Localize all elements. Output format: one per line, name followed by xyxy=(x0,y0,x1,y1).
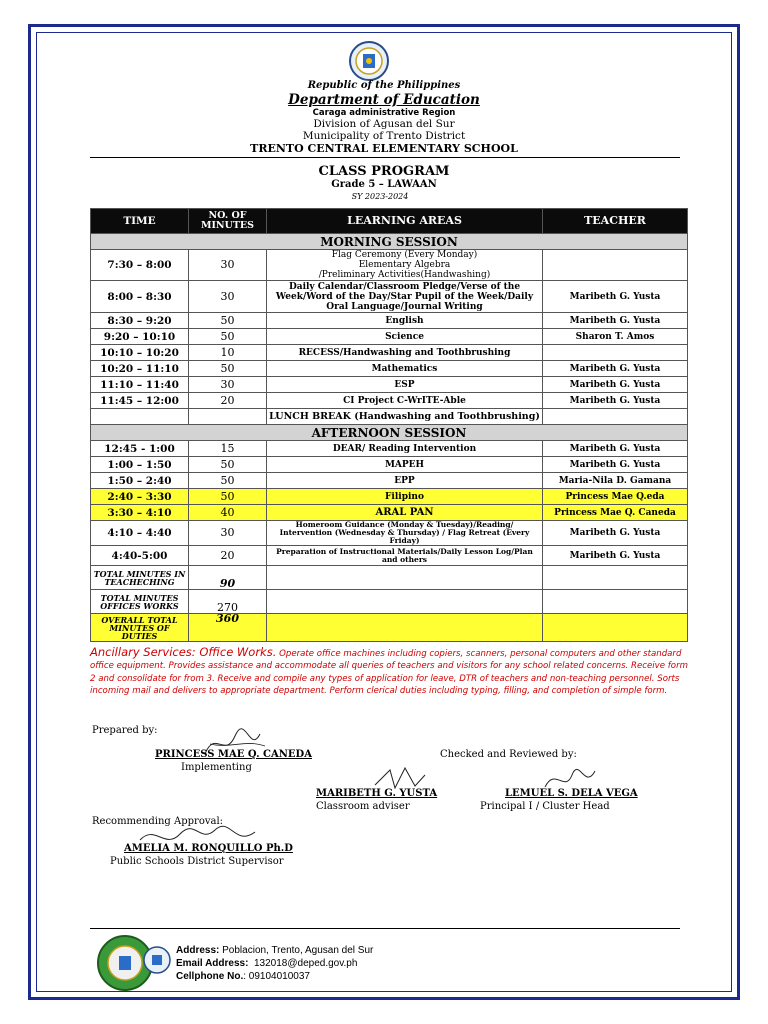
deped-small-seal-icon xyxy=(142,940,172,980)
total-label: TOTAL MINUTES OFFICES WORKS xyxy=(91,590,189,614)
checked-label: Checked and Reviewed by: xyxy=(440,749,577,760)
program-grade: Grade 5 – LAWAAN xyxy=(331,179,437,190)
row-area: Science xyxy=(267,329,543,345)
row-teacher: Maribeth G. Yusta xyxy=(543,393,688,409)
recommending-label: Recommending Approval: xyxy=(92,816,224,827)
total-label: TOTAL MINUTES IN TEACHECHING xyxy=(91,566,189,590)
row-time: 1:50 – 2:40 xyxy=(91,473,189,489)
table-row xyxy=(91,441,688,457)
total-empty-teacher xyxy=(543,566,688,590)
program-title: CLASS PROGRAM xyxy=(318,164,450,179)
ancillary-lead: Ancillary Services: Office Works. xyxy=(90,645,277,659)
col-minutes: NO. OF MINUTES xyxy=(189,209,267,234)
row-time: 10:20 – 11:10 xyxy=(91,361,189,377)
table-row xyxy=(91,329,688,345)
row-teacher: Princess Mae Q. Caneda xyxy=(543,505,688,521)
afternoon-session-label: AFTERNOON SESSION xyxy=(91,425,688,441)
table-row xyxy=(91,457,688,473)
total-empty-teacher xyxy=(543,614,688,642)
row-time: 7:30 – 8:00 xyxy=(91,250,189,281)
row-time: 2:40 – 3:30 xyxy=(91,489,189,505)
table-row xyxy=(91,281,688,313)
row-time: 11:10 – 11:40 xyxy=(91,377,189,393)
supervisor-name: AMELIA M. RONQUILLO Ph.D xyxy=(124,843,293,854)
lunch-row xyxy=(91,409,688,425)
table-row xyxy=(91,393,688,409)
morning-session-label: MORNING SESSION xyxy=(91,234,688,250)
row-time: 1:00 – 1:50 xyxy=(91,457,189,473)
phone-value: : 09104010037 xyxy=(243,971,310,982)
total-empty-area xyxy=(267,614,543,642)
row-minutes: 50 xyxy=(189,457,267,473)
total-value: 360 xyxy=(189,614,267,642)
row-area: Preparation of Instructional Materials/Daily Lesson Log/Plan and others xyxy=(267,546,543,566)
row-minutes: 30 xyxy=(189,521,267,546)
row-area: Flag Ceremony (Every Monday) Elementary Algebra /Preliminary Activities(Handwashing) xyxy=(267,250,543,281)
ancillary-services xyxy=(90,646,690,698)
total-value: 90 xyxy=(189,566,267,590)
row-area: ARAL PAN xyxy=(267,505,543,521)
row-teacher: Maria-Nila D. Gamana xyxy=(543,473,688,489)
total-empty-teacher xyxy=(543,590,688,614)
table-row xyxy=(91,313,688,329)
col-time: TIME xyxy=(91,209,189,234)
row-minutes: 20 xyxy=(189,546,267,566)
row-teacher: Maribeth G. Yusta xyxy=(543,361,688,377)
adviser-role: Classroom adviser xyxy=(316,801,410,812)
row-area: Mathematics xyxy=(267,361,543,377)
table-body xyxy=(91,234,688,642)
row-teacher: Maribeth G. Yusta xyxy=(543,546,688,566)
row-area: ESP xyxy=(267,377,543,393)
row-minutes: 50 xyxy=(189,489,267,505)
row-time: 3:30 – 4:10 xyxy=(91,505,189,521)
row-teacher: Maribeth G. Yusta xyxy=(543,377,688,393)
row-minutes: 50 xyxy=(189,313,267,329)
table-row xyxy=(91,505,688,521)
header-region: Caraga administrative Region xyxy=(312,108,456,118)
email-value: 132018@deped.gov.ph xyxy=(254,958,358,969)
row-area: RECESS/Handwashing and Toothbrushing xyxy=(267,345,543,361)
col-areas: LEARNING AREAS xyxy=(267,209,543,234)
row-time: 4:10 – 4:40 xyxy=(91,521,189,546)
header-country: Republic of the Philippines xyxy=(307,80,461,91)
row-area: Filipino xyxy=(267,489,543,505)
principal-name: LEMUEL S. DELA VEGA xyxy=(505,788,638,799)
row-teacher: Maribeth G. Yusta xyxy=(543,441,688,457)
row-minutes: 10 xyxy=(189,345,267,361)
email-label: Email Address: xyxy=(176,958,249,969)
header-rule xyxy=(90,157,680,158)
row-teacher: Maribeth G. Yusta xyxy=(543,281,688,313)
row-area: EPP xyxy=(267,473,543,489)
total-row xyxy=(91,566,688,590)
row-teacher xyxy=(543,345,688,361)
header-department: Department of Education xyxy=(288,92,480,108)
row-minutes: 50 xyxy=(189,361,267,377)
row-time: 12:45 - 1:00 xyxy=(91,441,189,457)
row-teacher: Maribeth G. Yusta xyxy=(543,313,688,329)
row-teacher: Maribeth G. Yusta xyxy=(543,457,688,473)
row-time: 8:30 – 9:20 xyxy=(91,313,189,329)
row-area: MAPEH xyxy=(267,457,543,473)
row-teacher: Princess Mae Q.eda xyxy=(543,489,688,505)
row-minutes: 15 xyxy=(189,441,267,457)
row-area: Daily Calendar/Classroom Pledge/Verse of the Week/Word of the Day/Star Pupil of the Week/Daily Oral Language/Journal Writing xyxy=(267,281,543,313)
table-row xyxy=(91,546,688,566)
address-value: Poblacion, Trento, Agusan del Sur xyxy=(222,945,374,956)
row-time: 4:40-5:00 xyxy=(91,546,189,566)
table-row xyxy=(91,361,688,377)
table-row xyxy=(91,250,688,281)
total-label: OVERALL TOTAL MINUTES OF DUTIES xyxy=(91,614,189,642)
row-minutes: 50 xyxy=(189,473,267,489)
row-area: DEAR/ Reading Intervention xyxy=(267,441,543,457)
row-time: 9:20 – 10:10 xyxy=(91,329,189,345)
row-area: English xyxy=(267,313,543,329)
header-district: Municipality of Trento District xyxy=(302,130,466,142)
footer-rule xyxy=(90,928,680,929)
supervisor-role: Public Schools District Supervisor xyxy=(110,856,284,867)
lunch-empty-time xyxy=(91,409,189,425)
lunch-empty-min xyxy=(189,409,267,425)
deped-seal-icon xyxy=(344,40,394,82)
prepared-role: Implementing xyxy=(181,762,252,773)
table-row xyxy=(91,377,688,393)
row-teacher: Maribeth G. Yusta xyxy=(543,521,688,546)
row-minutes: 30 xyxy=(189,377,267,393)
ancillary-text: Operate office machines including copiers, scanners, personal computers and other standard office equipment. Provides assistance and accommodate all queries of teachers and visitors for any school related concerns. Receive form 2 and consolidate for from 3. Receive and compile any types of application for leave, DTR of teachers and non-teaching personnel. Sorts incoming mail and delivers to appropriate department. Perform clerical duties including typing, filling, and completion of simple form. xyxy=(90,649,688,697)
table-row xyxy=(91,489,688,505)
row-time: 11:45 – 12:00 xyxy=(91,393,189,409)
class-program-table xyxy=(90,208,688,642)
morning-session xyxy=(91,234,688,250)
table-row xyxy=(91,473,688,489)
program-sy: SY 2023-2024 xyxy=(351,192,409,201)
header-division: Division of Agusan del Sur xyxy=(313,118,455,130)
row-area: Homeroom Guidance (Monday & Tuesday)/Reading/ Intervention (Wednesday & Thursday) / Flag Retreat (Every Friday) xyxy=(267,521,543,546)
row-minutes: 50 xyxy=(189,329,267,345)
phone-label: Cellphone No. xyxy=(176,971,244,982)
total-empty-area xyxy=(267,590,543,614)
col-teacher: TEACHER xyxy=(543,209,688,234)
total-value: 270 xyxy=(189,590,267,614)
table-row xyxy=(91,521,688,546)
afternoon-session xyxy=(91,425,688,441)
lunch-label: LUNCH BREAK (Handwashing and Toothbrushing) xyxy=(267,409,543,425)
header-school: TRENTO CENTRAL ELEMENTARY SCHOOL xyxy=(250,142,518,155)
row-minutes: 40 xyxy=(189,505,267,521)
row-time: 8:00 – 8:30 xyxy=(91,281,189,313)
prepared-label: Prepared by: xyxy=(92,725,158,736)
total-row xyxy=(91,590,688,614)
total-row xyxy=(91,614,688,642)
address-label: Address: xyxy=(176,945,220,956)
row-teacher: Sharon T. Amos xyxy=(543,329,688,345)
row-minutes: 30 xyxy=(189,281,267,313)
prepared-name: PRINCESS MAE Q. CANEDA xyxy=(155,749,312,760)
lunch-empty-teacher xyxy=(543,409,688,425)
row-minutes: 30 xyxy=(189,250,267,281)
row-area: CI Project C-WrITE-Able xyxy=(267,393,543,409)
principal-role: Principal I / Cluster Head xyxy=(480,801,610,812)
row-teacher xyxy=(543,250,688,281)
table-row xyxy=(91,345,688,361)
total-empty-area xyxy=(267,566,543,590)
row-minutes: 20 xyxy=(189,393,267,409)
row-time: 10:10 – 10:20 xyxy=(91,345,189,361)
adviser-name: MARIBETH G. YUSTA xyxy=(316,788,438,799)
